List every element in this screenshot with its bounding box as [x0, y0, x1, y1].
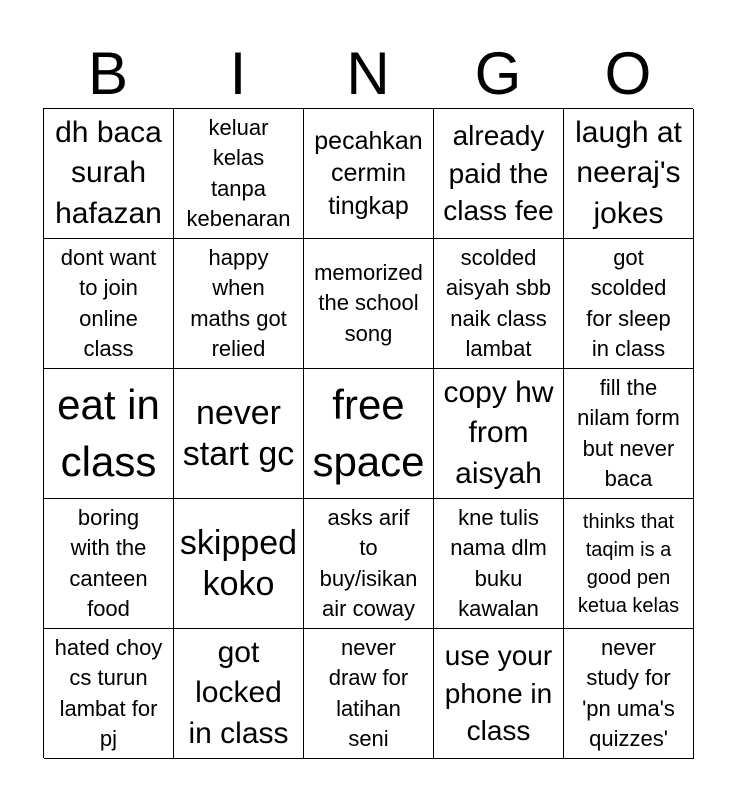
bingo-cell-r4c4[interactable]	[434, 499, 564, 629]
cell-text: keluar kelas tanpa kebenaran	[186, 114, 291, 231]
bingo-cell-r4c2[interactable]	[174, 499, 304, 629]
cell-text: happy when maths got relied	[190, 244, 287, 361]
cell-text: thinks that taqim is a good pen ketua kelas	[577, 510, 680, 617]
cell-text: kne tulis nama dlm buku kawalan	[450, 504, 547, 621]
cell-text: copy hw from aisyah	[443, 375, 554, 490]
header-letter-n: N	[346, 40, 390, 107]
bingo-cell-r3c4[interactable]	[434, 369, 564, 499]
bingo-cell-r1c2[interactable]	[174, 109, 304, 239]
bingo-cell-r5c2[interactable]	[174, 629, 304, 759]
cell-text: dh baca surah hafazan	[55, 115, 162, 230]
cell-text: skipped koko	[179, 523, 298, 603]
bingo-cell-free-space[interactable]	[304, 369, 434, 499]
bingo-header	[43, 40, 693, 108]
bingo-cell-r5c5[interactable]	[564, 629, 694, 759]
cell-text: hated choy cs turun lambat for pj	[54, 634, 163, 751]
cell-text: dont want to join online class	[60, 244, 157, 361]
cell-text: use your phone in class	[444, 639, 553, 747]
bingo-grid	[43, 108, 693, 758]
bingo-cell-r5c1[interactable]	[44, 629, 174, 759]
bingo-cell-r3c1[interactable]	[44, 369, 174, 499]
cell-text: fill the nilam form but never baca	[577, 374, 680, 491]
header-letter-g: G	[474, 40, 522, 107]
bingo-cell-r1c1[interactable]	[44, 109, 174, 239]
cell-text: free space	[312, 380, 425, 485]
bingo-cell-r1c5[interactable]	[564, 109, 694, 239]
bingo-cell-r2c4[interactable]	[434, 239, 564, 369]
cell-text: eat in class	[57, 380, 160, 485]
bingo-cell-r2c3[interactable]	[304, 239, 434, 369]
header-letter-b: B	[87, 40, 129, 107]
cell-text: laugh at neeraj's jokes	[575, 115, 682, 230]
cell-text: got locked in class	[188, 635, 289, 750]
cell-text: scolded aisyah sbb naik class lambat	[445, 244, 552, 361]
bingo-cell-r1c3[interactable]	[304, 109, 434, 239]
bingo-cell-r4c5[interactable]	[564, 499, 694, 629]
cell-text: asks arif to buy/isikan air coway	[319, 504, 418, 621]
bingo-cell-r2c5[interactable]	[564, 239, 694, 369]
bingo-cell-r3c5[interactable]	[564, 369, 694, 499]
cell-text: already paid the class fee	[443, 119, 554, 227]
cell-text: memorized the school song	[314, 259, 423, 346]
cell-text: never draw for latihan seni	[328, 634, 409, 751]
bingo-cell-r3c2[interactable]	[174, 369, 304, 499]
bingo-cell-r4c1[interactable]	[44, 499, 174, 629]
cell-text: got scolded for sleep in class	[586, 244, 671, 361]
header-letter-i: I	[229, 40, 247, 107]
cell-text: never start gc	[182, 393, 295, 473]
bingo-cell-r2c2[interactable]	[174, 239, 304, 369]
bingo-cell-r4c3[interactable]	[304, 499, 434, 629]
header-letter-o: O	[604, 40, 652, 107]
cell-text: never study for 'pn uma's quizzes'	[582, 634, 675, 751]
bingo-cell-r2c1[interactable]	[44, 239, 174, 369]
bingo-cell-r5c4[interactable]	[434, 629, 564, 759]
bingo-cell-r5c3[interactable]	[304, 629, 434, 759]
cell-text: pecahkan cermin tingkap	[314, 126, 423, 220]
cell-text: boring with the canteen food	[69, 504, 148, 621]
bingo-cell-r1c4[interactable]	[434, 109, 564, 239]
